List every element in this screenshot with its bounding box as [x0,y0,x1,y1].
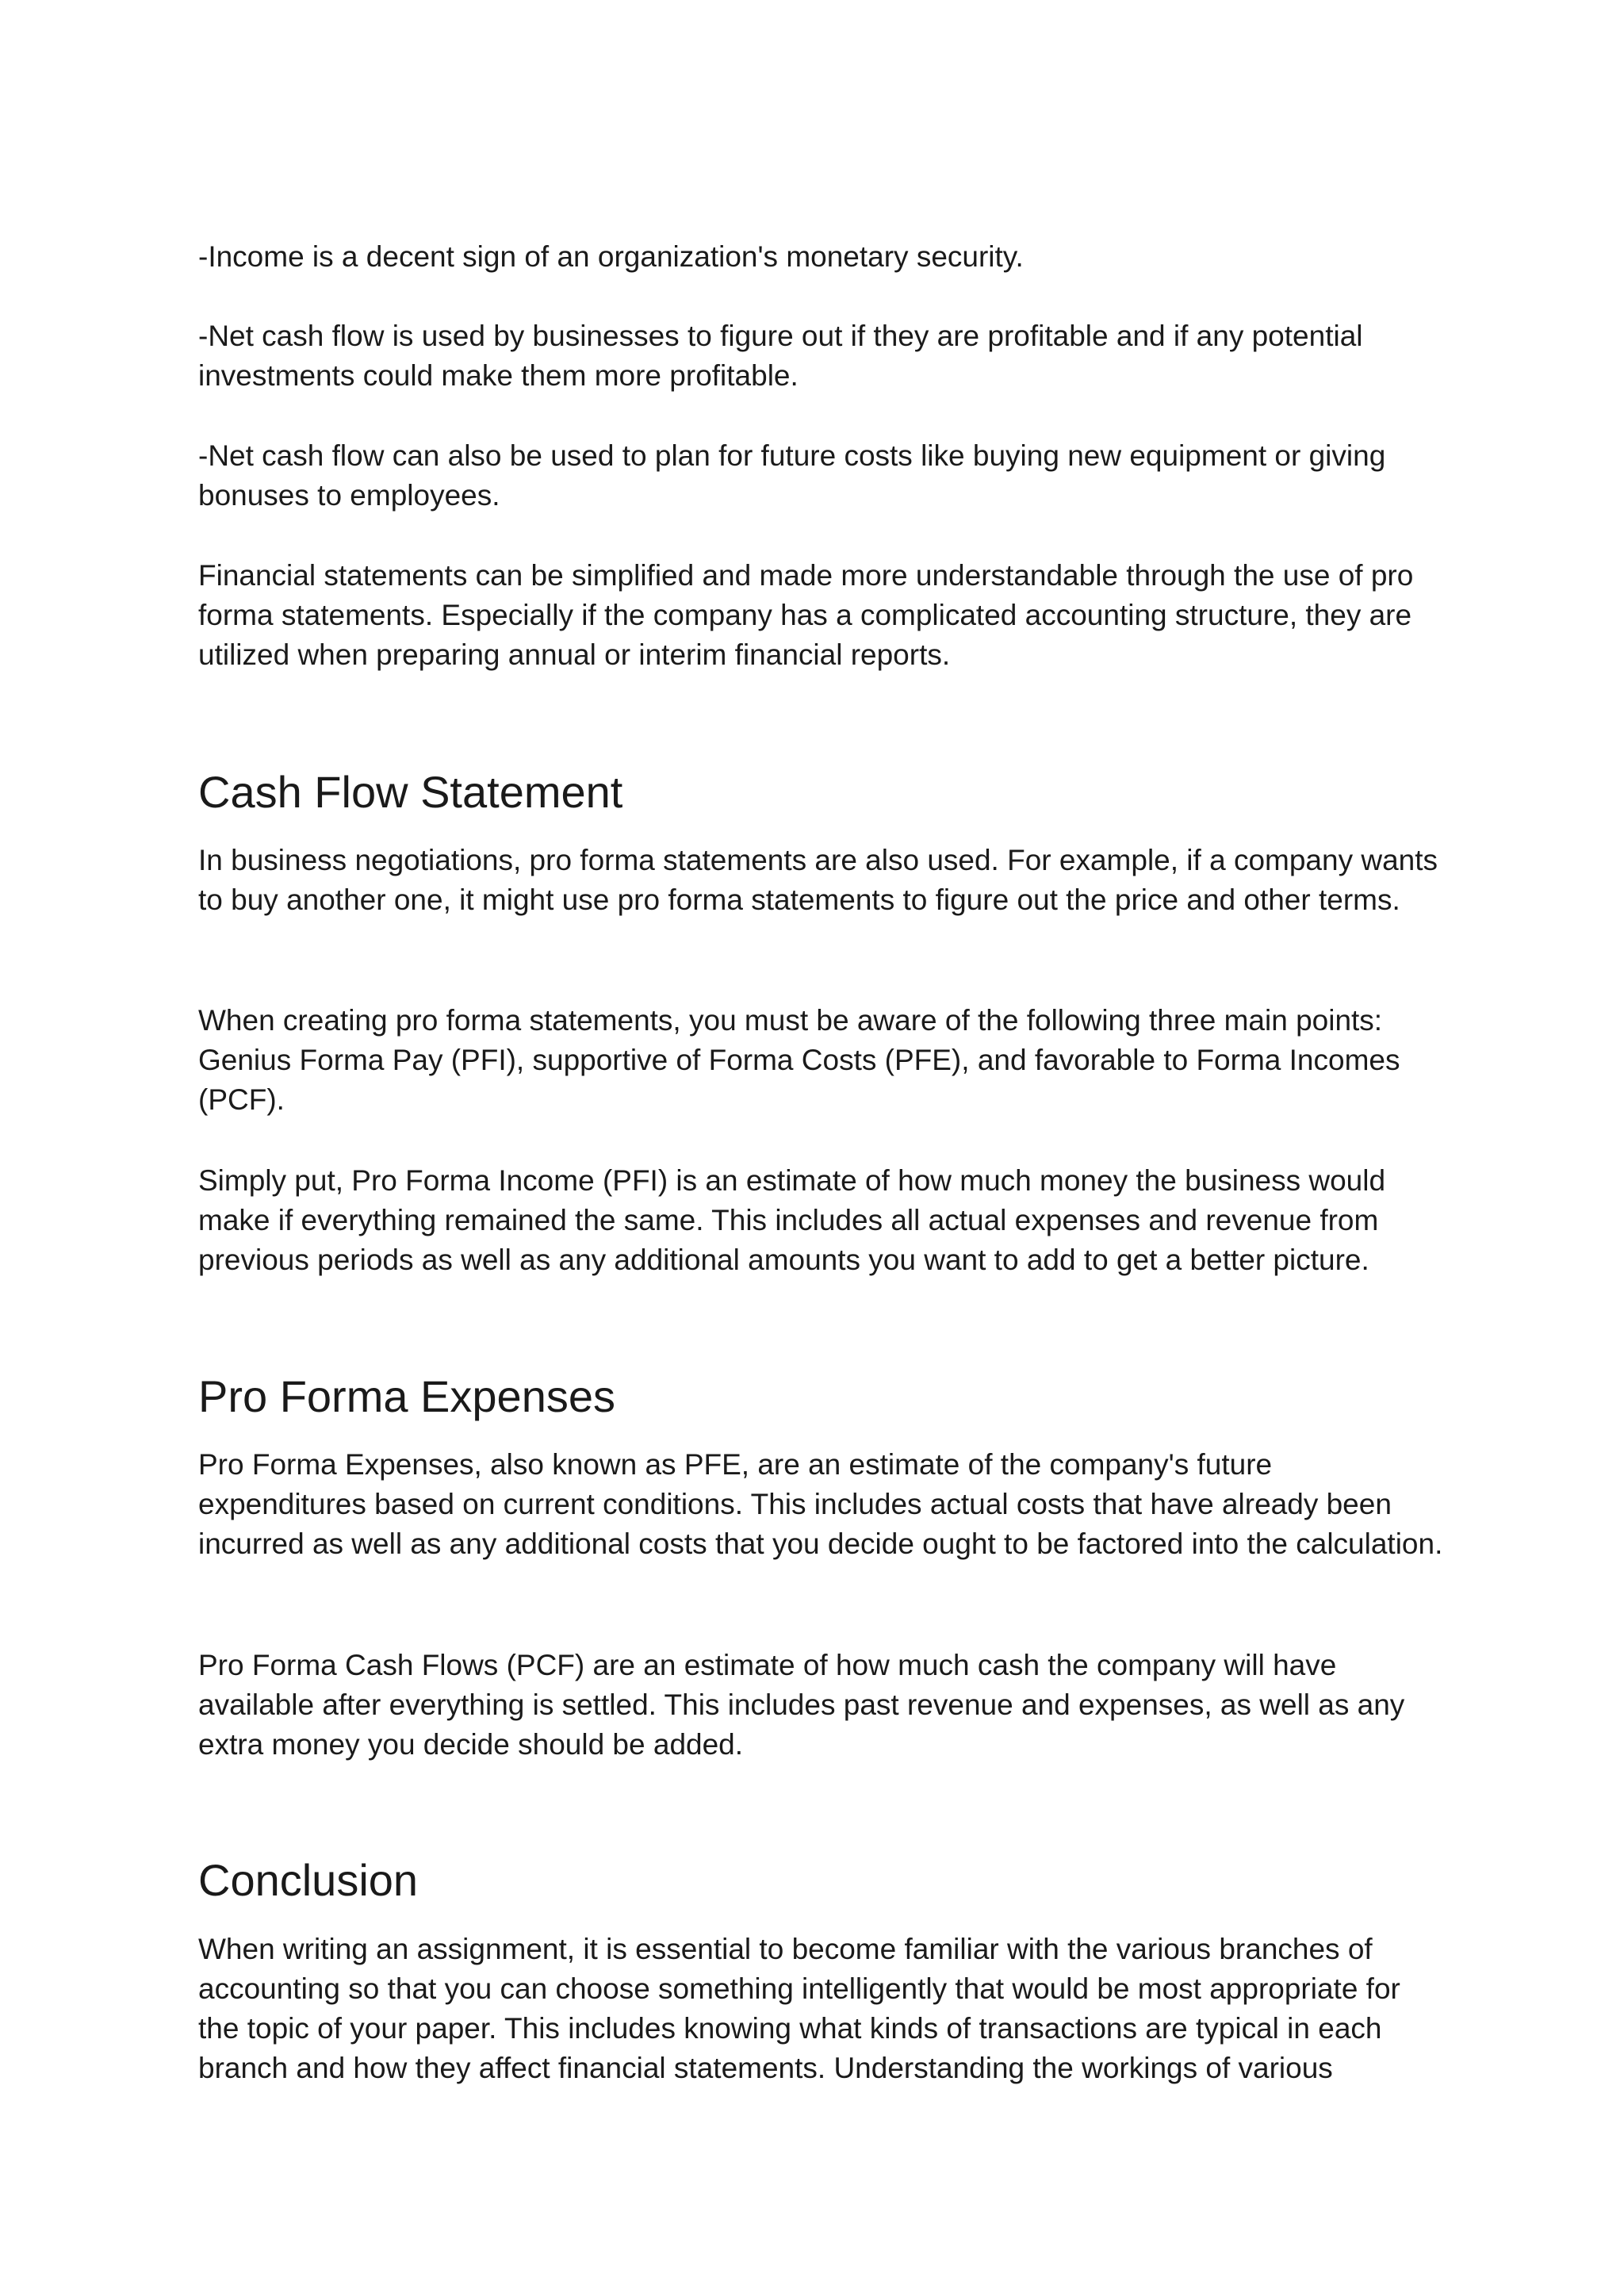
intro-paragraph-3: -Net cash flow can also be used to plan for future costs like buying new equipment or giving bonuses to employees. [198,439,1386,512]
section-heading-conclusion: Conclusion [198,1855,419,1905]
section-heading-pro-forma-expenses: Pro Forma Expenses [198,1371,615,1421]
intro-paragraph-1: -Income is a decent sign of an organization's monetary security. [198,240,1024,273]
conclusion-paragraph-1: When writing an assignment, it is essential to become familiar with the various branches of accounting so that you can choose something intelligently that would be most appropriate for the topic of your paper. This includes knowing what kinds of transactions are typical in each branch and how they affect financial statements. Understanding the workings of various [198,1933,1400,2084]
cash-flow-paragraph-3: Simply put, Pro Forma Income (PFI) is an estimate of how much money the business would make if everything remained the same. This includes all actual expenses and revenue from previous periods as well as any additional amounts you want to add to get a better picture. [198,1164,1386,1276]
intro-paragraph-2: -Net cash flow is used by businesses to figure out if they are profitable and if any potential investments could make them more profitable. [198,320,1363,392]
intro-paragraph-4: Financial statements can be simplified and made more understandable through the use of pro forma statements. Especially if the company has a complicated accounting structure, they are utilized when preparing annual or interim financial reports. [198,559,1414,671]
expenses-paragraph-1: Pro Forma Expenses, also known as PFE, are an estimate of the company's future expenditures based on current conditions. This includes actual costs that have already been incurred as well as any additional costs that you decide ought to be factored into the calculation. [198,1448,1443,1560]
expenses-paragraph-2: Pro Forma Cash Flows (PCF) are an estimate of how much cash the company will have available after everything is settled. This includes past revenue and expenses, as well as any extra money you decide should be added. [198,1649,1405,1761]
section-heading-cash-flow-statement: Cash Flow Statement [198,767,623,817]
cash-flow-paragraph-1: In business negotiations, pro forma statements are also used. For example, if a company wants to buy another one, it might use pro forma statements to figure out the price and other terms. [198,844,1438,916]
cash-flow-paragraph-2: When creating pro forma statements, you must be aware of the following three main points: Genius Forma Pay (PFI), supportive of Forma Costs (PFE), and favorable to Forma Incomes (PCF). [198,1004,1400,1116]
